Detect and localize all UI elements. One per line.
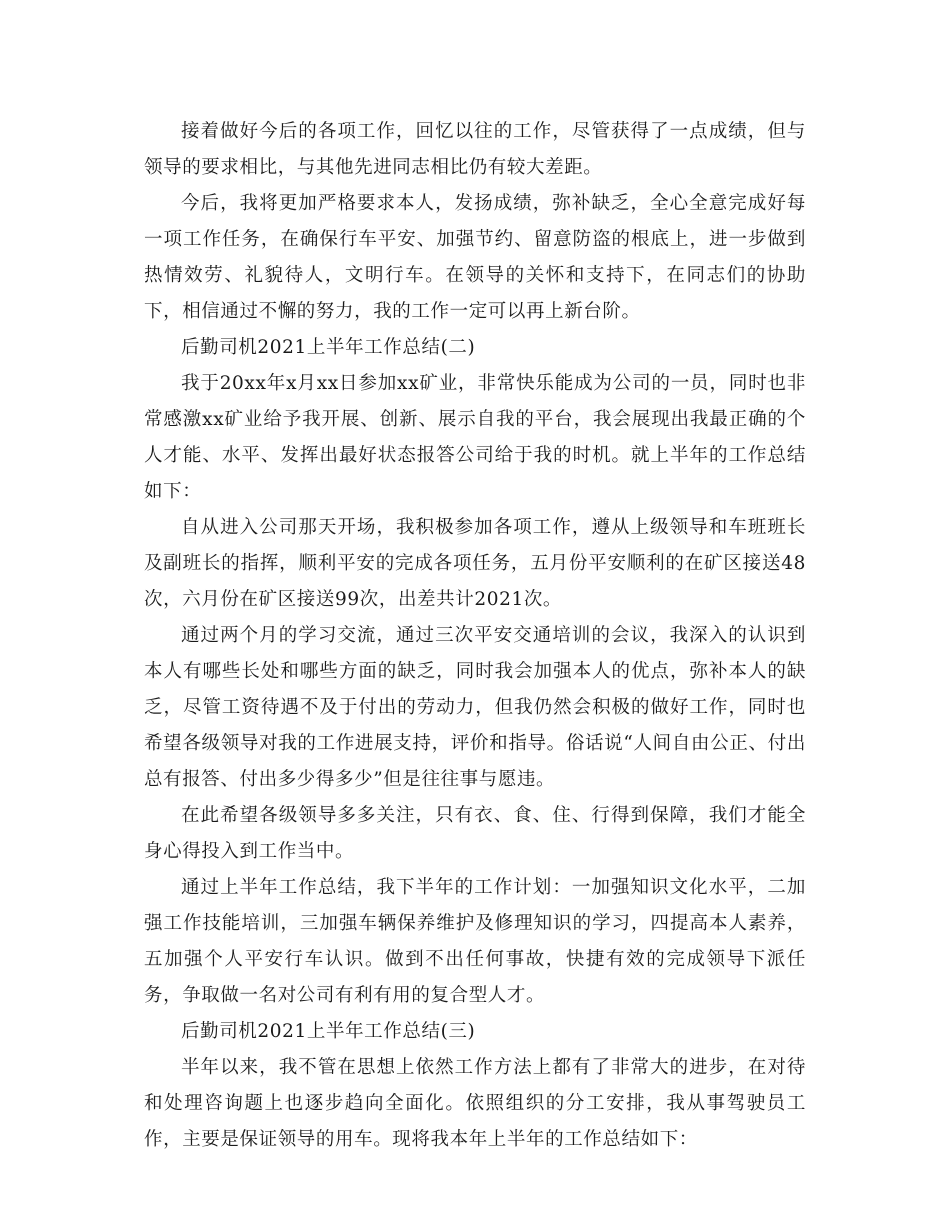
section-heading: 后勤司机2021上半年工作总结(二) <box>181 337 476 358</box>
paragraph: 半年以来，我不管在思想上依然工作方法上都有了非常大的进步，在对待和处理咨询题上也逐步趋向全面化。依照组织的分工安排，我从事驾驶员工作，主要是保证领导的用车。现将我本年上半年的工作总结如下： <box>144 1057 806 1150</box>
paragraph: 通过上半年工作总结，我下半年的工作计划：一加强知识文化水平，二加强工作技能培训，三加强车辆保养维护及修理知识的学习，四提高本人素养，五加强个人平安行车认识。做到不出任何事故，快捷有效的完成领导下派任务，争取做一名对公司有利有用的复合型人才。 <box>144 877 806 1006</box>
paragraph: 我于20xx年x月xx日参加xx矿业，非常快乐能成为公司的一员，同时也非常感激xx矿业给予我开展、创新、展示自我的平台，我会展现出我最正确的个人才能、水平、发挥出最好状态报答公司给于我的时机。就上半年的工作总结如下： <box>144 373 806 502</box>
paragraph: 接着做好今后的各项工作，回忆以往的工作，尽管获得了一点成绩，但与领导的要求相比，与其他先进同志相比仍有较大差距。 <box>144 121 806 178</box>
document-body <box>144 114 806 1158</box>
paragraph: 通过两个月的学习交流，通过三次平安交通培训的会议，我深入的认识到本人有哪些长处和哪些方面的缺乏，同时我会加强本人的优点，弥补本人的缺乏，尽管工资待遇不及于付出的劳动力，但我仍然会积极的做好工作，同时也希望各级领导对我的工作进展支持，评价和指导。俗话说“人间自由公正、付出总有报答、付出多少得多少”但是往往事与愿违。 <box>144 625 806 790</box>
section-heading: 后勤司机2021上半年工作总结(三) <box>181 1021 476 1042</box>
paragraph: 今后，我将更加严格要求本人，发扬成绩，弥补缺乏，全心全意完成好每一项工作任务，在确保行车平安、加强节约、留意防盗的根底上，进一步做到热情效劳、礼貌待人，文明行车。在领导的关怀和支持下，在同志们的协助下，相信通过不懈的努力，我的工作一定可以再上新台阶。 <box>144 193 806 322</box>
paragraph: 在此希望各级领导多多关注，只有衣、食、住、行得到保障，我们才能全身心得投入到工作当中。 <box>144 805 806 862</box>
paragraph: 自从进入公司那天开场，我积极参加各项工作，遵从上级领导和车班班长及副班长的指挥，顺利平安的完成各项任务，五月份平安顺利的在矿区接送48次，六月份在矿区接送99次，出差共计2021次。 <box>144 517 806 610</box>
